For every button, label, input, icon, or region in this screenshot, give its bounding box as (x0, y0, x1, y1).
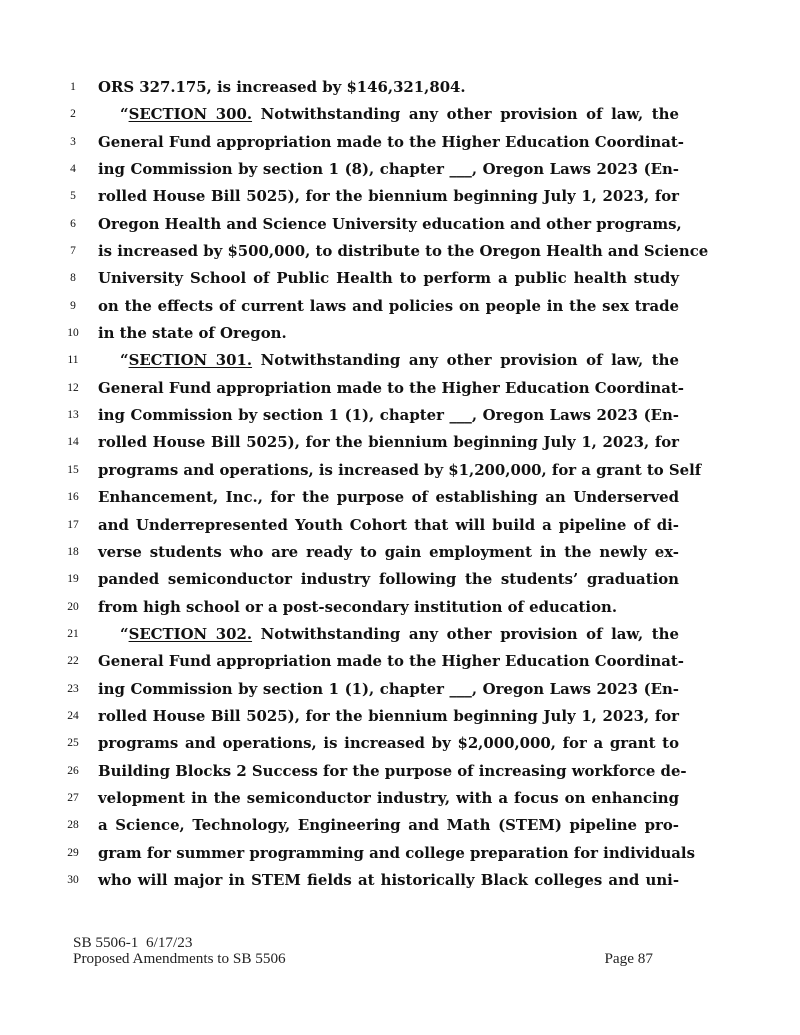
line-number: 1 (70, 81, 76, 93)
line-text: General Fund appropriation made to the Higher Education Coordinat- (98, 652, 684, 671)
document-line (0, 840, 800, 867)
line-number: 21 (67, 627, 79, 640)
document-line (0, 238, 800, 265)
document-line (0, 293, 800, 320)
document-line (0, 429, 800, 456)
document-line (0, 539, 800, 566)
document-line (0, 730, 800, 757)
section-heading: SECTION 300. (128, 105, 253, 124)
document-line (0, 183, 800, 210)
document-line (0, 347, 800, 374)
document-line (0, 676, 800, 703)
line-number: 29 (67, 846, 79, 859)
line-number: 11 (67, 354, 79, 367)
line-number: 18 (67, 545, 79, 558)
line-text: programs and operations, is increased by $1,200,000, for a grant to Self (98, 460, 702, 479)
open-quote: “ (120, 351, 129, 370)
page-footer (73, 935, 653, 967)
line-text: ing Commission by section 1 (1), chapter ___, Oregon Laws 2023 (En- (98, 679, 679, 698)
document-line (0, 457, 800, 484)
line-text (120, 621, 679, 648)
section-text: Notwithstanding any other provision of law, the (252, 351, 679, 370)
line-number: 14 (67, 436, 79, 449)
line-text: General Fund appropriation made to the Higher Education Coordinat- (98, 132, 684, 151)
line-text: on the effects of current laws and policies on people in the sex trade (98, 296, 679, 315)
document-line (0, 320, 800, 347)
line-number: 20 (67, 600, 79, 613)
document-line (0, 101, 800, 128)
line-number: 27 (67, 791, 79, 804)
section-heading: SECTION 301. (128, 351, 253, 370)
line-number: 8 (70, 272, 76, 285)
line-text (120, 101, 679, 128)
line-number: 13 (67, 409, 79, 422)
line-number: 22 (67, 655, 79, 668)
line-text: verse students who are ready to gain employment in the newly ex- (98, 542, 679, 561)
section-text: Notwithstanding any other provision of law, the (252, 624, 679, 643)
line-text: Oregon Health and Science University education and other programs, (98, 214, 682, 233)
line-text: General Fund appropriation made to the Higher Education Coordinat- (98, 378, 684, 397)
line-text: rolled House Bill 5025), for the biennium beginning July 1, 2023, for (98, 433, 679, 452)
document-line (0, 621, 800, 648)
line-number: 7 (70, 245, 76, 258)
open-quote: “ (120, 105, 129, 124)
line-text (120, 347, 679, 374)
document-line (0, 785, 800, 812)
line-text: rolled House Bill 5025), for the biennium beginning July 1, 2023, for (98, 187, 679, 206)
open-quote: “ (120, 624, 129, 643)
line-number: 9 (70, 299, 76, 312)
document-line (0, 375, 800, 402)
line-text: velopment in the semiconductor industry, with a focus on enhancing (98, 788, 679, 807)
document-line (0, 758, 800, 785)
document-line (0, 484, 800, 511)
line-number: 28 (67, 819, 79, 832)
document-line (0, 512, 800, 539)
footer-bill-id: SB 5506-1 (73, 934, 139, 951)
line-text: a Science, Technology, Engineering and Math (STEM) pipeline pro- (98, 816, 679, 835)
line-number: 2 (70, 108, 76, 121)
line-text: from high school or a post-secondary institution of education. (98, 597, 618, 616)
document-line (0, 265, 800, 292)
document-line (0, 156, 800, 183)
line-text: rolled House Bill 5025), for the biennium beginning July 1, 2023, for (98, 706, 679, 725)
line-text: ORS 327.175, is increased by $146,321,804. (98, 78, 466, 96)
document-line (0, 74, 800, 101)
line-number: 19 (67, 573, 79, 586)
document-line (0, 566, 800, 593)
line-number: 4 (70, 163, 76, 176)
line-number: 16 (67, 491, 79, 504)
line-text: Building Blocks 2 Success for the purpose of increasing workforce de- (98, 761, 687, 780)
section-text: Notwithstanding any other provision of law, the (252, 105, 679, 124)
document-body (0, 74, 800, 894)
line-text: is increased by $500,000, to distribute to the Oregon Health and Science (98, 242, 709, 261)
document-line (0, 812, 800, 839)
line-text: gram for summer programming and college preparation for individuals (98, 843, 695, 862)
line-number: 12 (67, 381, 79, 394)
line-text: and Underrepresented Youth Cohort that will build a pipeline of di- (98, 515, 679, 534)
line-text: panded semiconductor industry following the students’ graduation (98, 570, 679, 589)
line-number: 30 (67, 873, 79, 886)
line-text: ing Commission by section 1 (1), chapter ___, Oregon Laws 2023 (En- (98, 406, 679, 425)
line-number: 5 (70, 190, 76, 203)
document-line (0, 402, 800, 429)
line-number: 24 (67, 709, 79, 722)
document-line (0, 867, 800, 894)
document-line (0, 648, 800, 675)
line-text: who will major in STEM fields at historically Black colleges and uni- (98, 870, 679, 889)
document-line (0, 211, 800, 238)
section-heading: SECTION 302. (128, 624, 253, 643)
line-number: 23 (67, 682, 79, 695)
line-number: 3 (70, 135, 76, 148)
line-text: University School of Public Health to perform a public health study (98, 269, 679, 288)
footer-date: 6/17/23 (146, 934, 193, 951)
document-line (0, 129, 800, 156)
line-number: 26 (67, 764, 79, 777)
line-text: ing Commission by section 1 (8), chapter ___, Oregon Laws 2023 (En- (98, 160, 679, 179)
document-line (0, 703, 800, 730)
line-number: 15 (67, 463, 79, 476)
footer-subtitle: Proposed Amendments to SB 5506 (73, 950, 286, 967)
line-number: 17 (67, 518, 79, 531)
line-number: 25 (67, 737, 79, 750)
line-text: Enhancement, Inc., for the purpose of establishing an Underserved (98, 488, 679, 507)
line-number: 6 (70, 217, 76, 230)
footer-page-number: Page 87 (604, 950, 653, 967)
document-line (0, 594, 800, 621)
line-text: in the state of Oregon. (98, 324, 287, 343)
line-number: 10 (67, 327, 79, 340)
line-text: programs and operations, is increased by $2,000,000, for a grant to (98, 734, 679, 753)
